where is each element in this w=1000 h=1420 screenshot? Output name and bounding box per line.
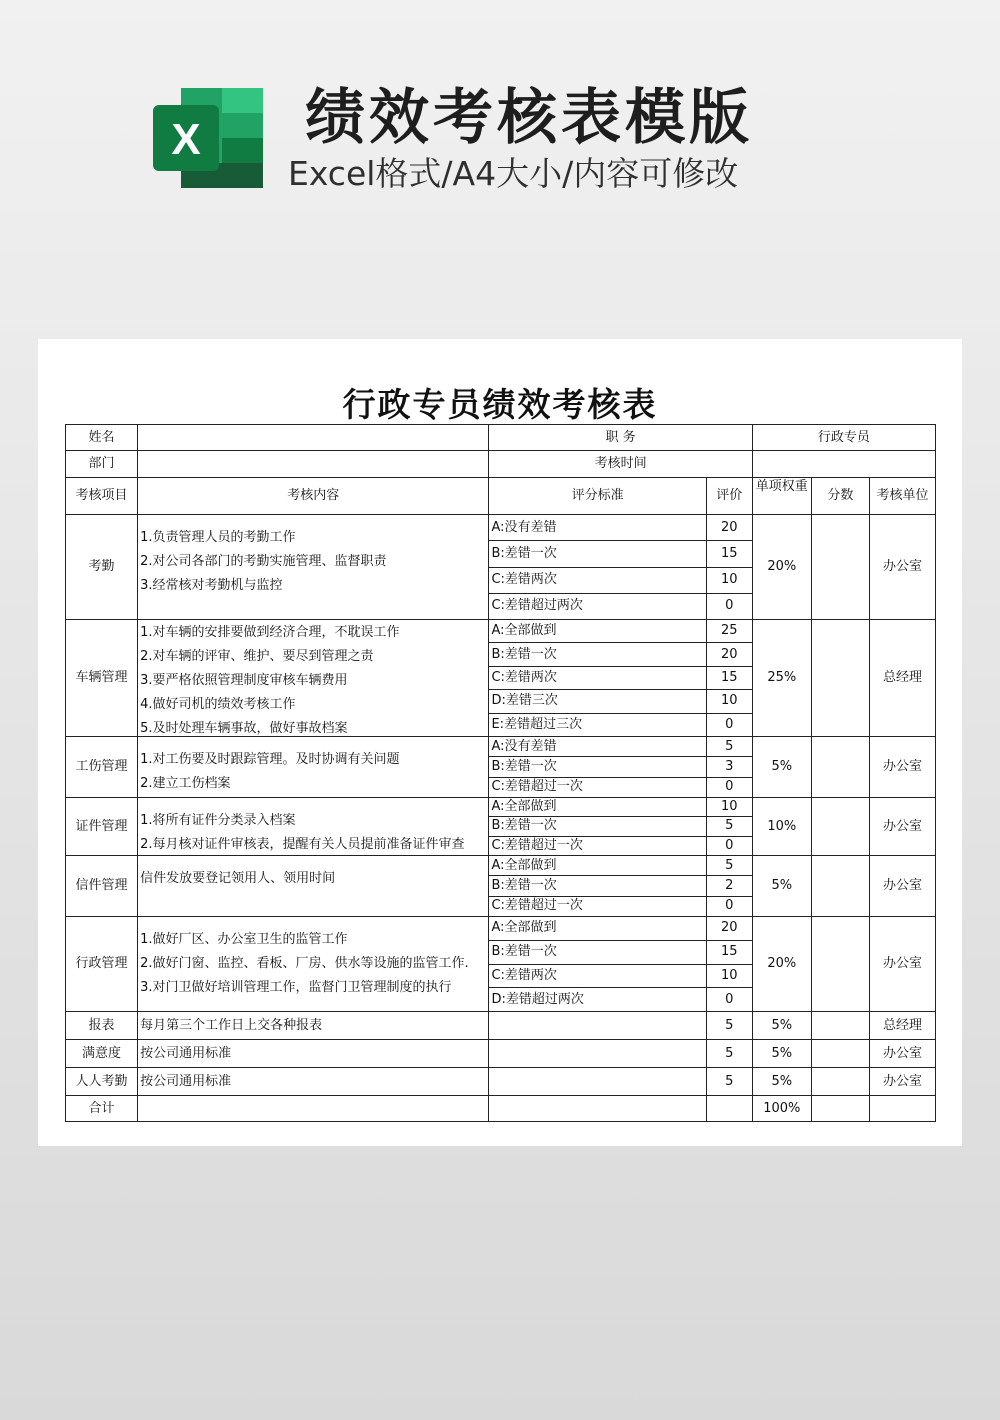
score-item: 10 [707, 567, 752, 593]
row-points[interactable] [811, 1040, 869, 1068]
standard-item: B:差错一次 [489, 940, 705, 964]
standard-item: C:差错超过一次 [489, 836, 705, 855]
position-label: 职 务 [489, 425, 752, 451]
total-weight: 100% [752, 1096, 811, 1122]
score-item: 5 [725, 857, 734, 873]
sheet [38, 339, 962, 1146]
row-unit: 总经理 [869, 1012, 935, 1040]
standard-item: C:差错两次 [489, 964, 705, 988]
section-weight: 10% [752, 798, 811, 856]
section-scores [706, 737, 752, 798]
standard-item: B:差错一次 [489, 756, 705, 776]
section-item: 证件管理 [66, 798, 138, 856]
score-item: 15 [707, 940, 752, 964]
section-item: 行政管理 [66, 917, 138, 1012]
standard-item: A:没有差错 [491, 738, 557, 754]
standard-item: B:差错一次 [489, 875, 705, 895]
simple-rows [66, 1012, 936, 1096]
section-standards [489, 917, 706, 1012]
col-content: 考核内容 [138, 478, 489, 515]
row-weight: 5% [752, 1012, 811, 1040]
content-line: 1.做好厂区、办公室卫生的监管工作 [140, 932, 348, 947]
section-item: 工伤管理 [66, 737, 138, 798]
section-scores [706, 620, 752, 737]
section-row [66, 737, 936, 798]
row-standard [489, 1068, 706, 1096]
standard-item: C:差错超过两次 [489, 593, 705, 619]
row-points[interactable] [811, 1012, 869, 1040]
section-weight: 20% [752, 515, 811, 620]
section-row [66, 798, 936, 856]
standard-item: A:没有差错 [491, 519, 557, 535]
section-standards [489, 856, 706, 917]
score-item: 5 [707, 816, 752, 835]
column-header-row [66, 478, 936, 515]
standard-item: C:差错超过一次 [489, 896, 705, 916]
dept-label: 部门 [66, 451, 138, 478]
section-weight: 25% [752, 620, 811, 737]
evaluation-table [65, 424, 936, 1122]
row-score: 5 [706, 1068, 752, 1096]
score-item: 20 [720, 920, 738, 936]
content-line: 3.经常核对考勤机与监控 [140, 578, 283, 593]
standard-item: A:全部做到 [491, 623, 557, 639]
section-points[interactable] [811, 620, 869, 737]
section-content [138, 917, 489, 1012]
content-line: 3.对门卫做好培训管理工作，监督门卫管理制度的执行 [140, 980, 452, 995]
content-line: 信件发放要登记领用人、领用时间 [140, 871, 336, 886]
simple-row [66, 1068, 936, 1096]
section-scores [706, 917, 752, 1012]
content-line: 1.将所有证件分类录入档案 [140, 813, 296, 828]
section-content [138, 798, 489, 856]
standard-item: B:差错一次 [489, 540, 705, 566]
total-label: 合计 [66, 1096, 138, 1122]
excel-icon [153, 88, 263, 188]
section-points[interactable] [811, 798, 869, 856]
score-item: 5 [725, 738, 734, 754]
section-row [66, 620, 936, 737]
content-line: 2.建立工伤档案 [140, 776, 231, 791]
total-points[interactable] [811, 1096, 869, 1122]
total-row [66, 1096, 936, 1122]
row-unit: 办公室 [869, 1040, 935, 1068]
score-item: 0 [707, 836, 752, 855]
simple-row [66, 1012, 936, 1040]
period-value[interactable] [752, 451, 935, 478]
row-content: 按公司通用标准 [138, 1040, 489, 1068]
row-weight: 5% [752, 1040, 811, 1068]
banner-title: 绩效考核表模版 [305, 83, 753, 153]
position-value[interactable]: 行政专员 [752, 425, 935, 451]
excel-logo-letter: X [171, 115, 201, 164]
section-row [66, 515, 936, 620]
score-item: 10 [707, 964, 752, 988]
score-item: 0 [707, 896, 752, 916]
section-weight: 5% [752, 737, 811, 798]
score-item: 10 [720, 799, 738, 815]
total-content [138, 1096, 489, 1122]
section-unit: 办公室 [869, 515, 935, 620]
row-weight: 5% [752, 1068, 811, 1096]
section-points[interactable] [811, 856, 869, 917]
sections [66, 515, 936, 1012]
total-unit [869, 1096, 935, 1122]
col-weight: 单项权重 [752, 478, 811, 515]
standard-item: B:差错一次 [489, 642, 705, 665]
section-content [138, 737, 489, 798]
row-item: 满意度 [66, 1040, 138, 1068]
content-line: 3.要严格依照管理制度审核车辆费用 [140, 673, 348, 688]
standard-item: D:差错超过两次 [489, 987, 705, 1011]
section-standards [489, 515, 706, 620]
dept-value[interactable] [138, 451, 489, 478]
section-unit: 办公室 [869, 856, 935, 917]
score-item: 15 [707, 540, 752, 566]
section-row [66, 856, 936, 917]
section-item: 车辆管理 [66, 620, 138, 737]
section-weight: 20% [752, 917, 811, 1012]
row-standard [489, 1040, 706, 1068]
score-item: 0 [707, 593, 752, 619]
content-line: 5.及时处理车辆事故，做好事故档案 [140, 721, 348, 735]
header-row-dept [66, 451, 936, 478]
score-item: 2 [707, 875, 752, 895]
standard-item: C:差错两次 [489, 567, 705, 593]
section-row [66, 917, 936, 1012]
col-score: 评价 [706, 478, 752, 515]
standard-item: B:差错一次 [489, 816, 705, 835]
row-item: 报表 [66, 1012, 138, 1040]
total-score [706, 1096, 752, 1122]
header-row-name [66, 425, 936, 451]
section-points[interactable] [811, 737, 869, 798]
content-line: 1.对工伤要及时跟踪管理。及时协调有关问题 [140, 752, 400, 767]
name-value[interactable] [138, 425, 489, 451]
standard-item: C:差错超过一次 [489, 777, 705, 797]
score-item: 20 [720, 519, 738, 535]
score-item: 0 [707, 987, 752, 1011]
standard-item: A:全部做到 [491, 799, 557, 815]
section-standards [489, 737, 706, 798]
section-unit: 总经理 [869, 620, 935, 737]
row-score: 5 [706, 1012, 752, 1040]
content-line: 2.对公司各部门的考勤实施管理、监督职责 [140, 554, 387, 569]
standard-item: A:全部做到 [491, 920, 557, 936]
simple-row [66, 1040, 936, 1068]
content-line: 1.负责管理人员的考勤工作 [140, 530, 296, 545]
section-content [138, 515, 489, 620]
content-line: 4.做好司机的绩效考核工作 [140, 697, 296, 712]
standard-item: E:差错超过三次 [489, 713, 705, 736]
score-item: 3 [707, 756, 752, 776]
content-line: 1.对车辆的安排要做到经济合理，不耽误工作 [140, 625, 400, 640]
standard-item: C:差错两次 [489, 666, 705, 689]
section-points[interactable] [811, 917, 869, 1012]
col-standard: 评分标准 [489, 478, 706, 515]
standard-item: D:差错三次 [489, 689, 705, 712]
content-line: 2.做好门窗、监控、看板、厂房、供水等设施的监管工作. [140, 956, 469, 971]
section-points[interactable] [811, 515, 869, 620]
banner-subtitle: Excel格式/A4大小/内容可修改 [288, 154, 739, 193]
section-unit: 办公室 [869, 798, 935, 856]
row-unit: 办公室 [869, 1068, 935, 1096]
col-points: 分数 [811, 478, 869, 515]
section-scores [706, 856, 752, 917]
col-unit: 考核单位 [869, 478, 935, 515]
row-content: 每月第三个工作日上交各种报表 [138, 1012, 489, 1040]
total-standard [489, 1096, 706, 1122]
section-weight: 5% [752, 856, 811, 917]
score-item: 0 [707, 713, 752, 736]
section-content [138, 620, 489, 737]
period-label: 考核时间 [489, 451, 752, 478]
row-score: 5 [706, 1040, 752, 1068]
section-item: 考勤 [66, 515, 138, 620]
row-content: 按公司通用标准 [138, 1068, 489, 1096]
row-points[interactable] [811, 1068, 869, 1096]
score-item: 10 [707, 689, 752, 712]
content-line: 2.每月核对证件审核表，提醒有关人员提前准备证件审查 [140, 837, 465, 852]
col-item: 考核项目 [66, 478, 138, 515]
row-standard [489, 1012, 706, 1040]
content-line: 2.对车辆的评审、维护、要尽到管理之责 [140, 649, 374, 664]
score-item: 25 [720, 623, 738, 639]
sheet-title: 行政专员绩效考核表 [342, 385, 658, 424]
section-scores [706, 798, 752, 856]
row-item: 人人考勤 [66, 1068, 138, 1096]
section-scores [706, 515, 752, 620]
section-content [138, 856, 489, 917]
score-item: 0 [707, 777, 752, 797]
section-unit: 办公室 [869, 737, 935, 798]
score-item: 20 [707, 642, 752, 665]
section-item: 信件管理 [66, 856, 138, 917]
name-label: 姓名 [66, 425, 138, 451]
section-unit: 办公室 [869, 917, 935, 1012]
standard-item: A:全部做到 [491, 857, 557, 873]
section-standards [489, 620, 706, 737]
section-standards [489, 798, 706, 856]
banner [0, 0, 1000, 300]
score-item: 15 [707, 666, 752, 689]
